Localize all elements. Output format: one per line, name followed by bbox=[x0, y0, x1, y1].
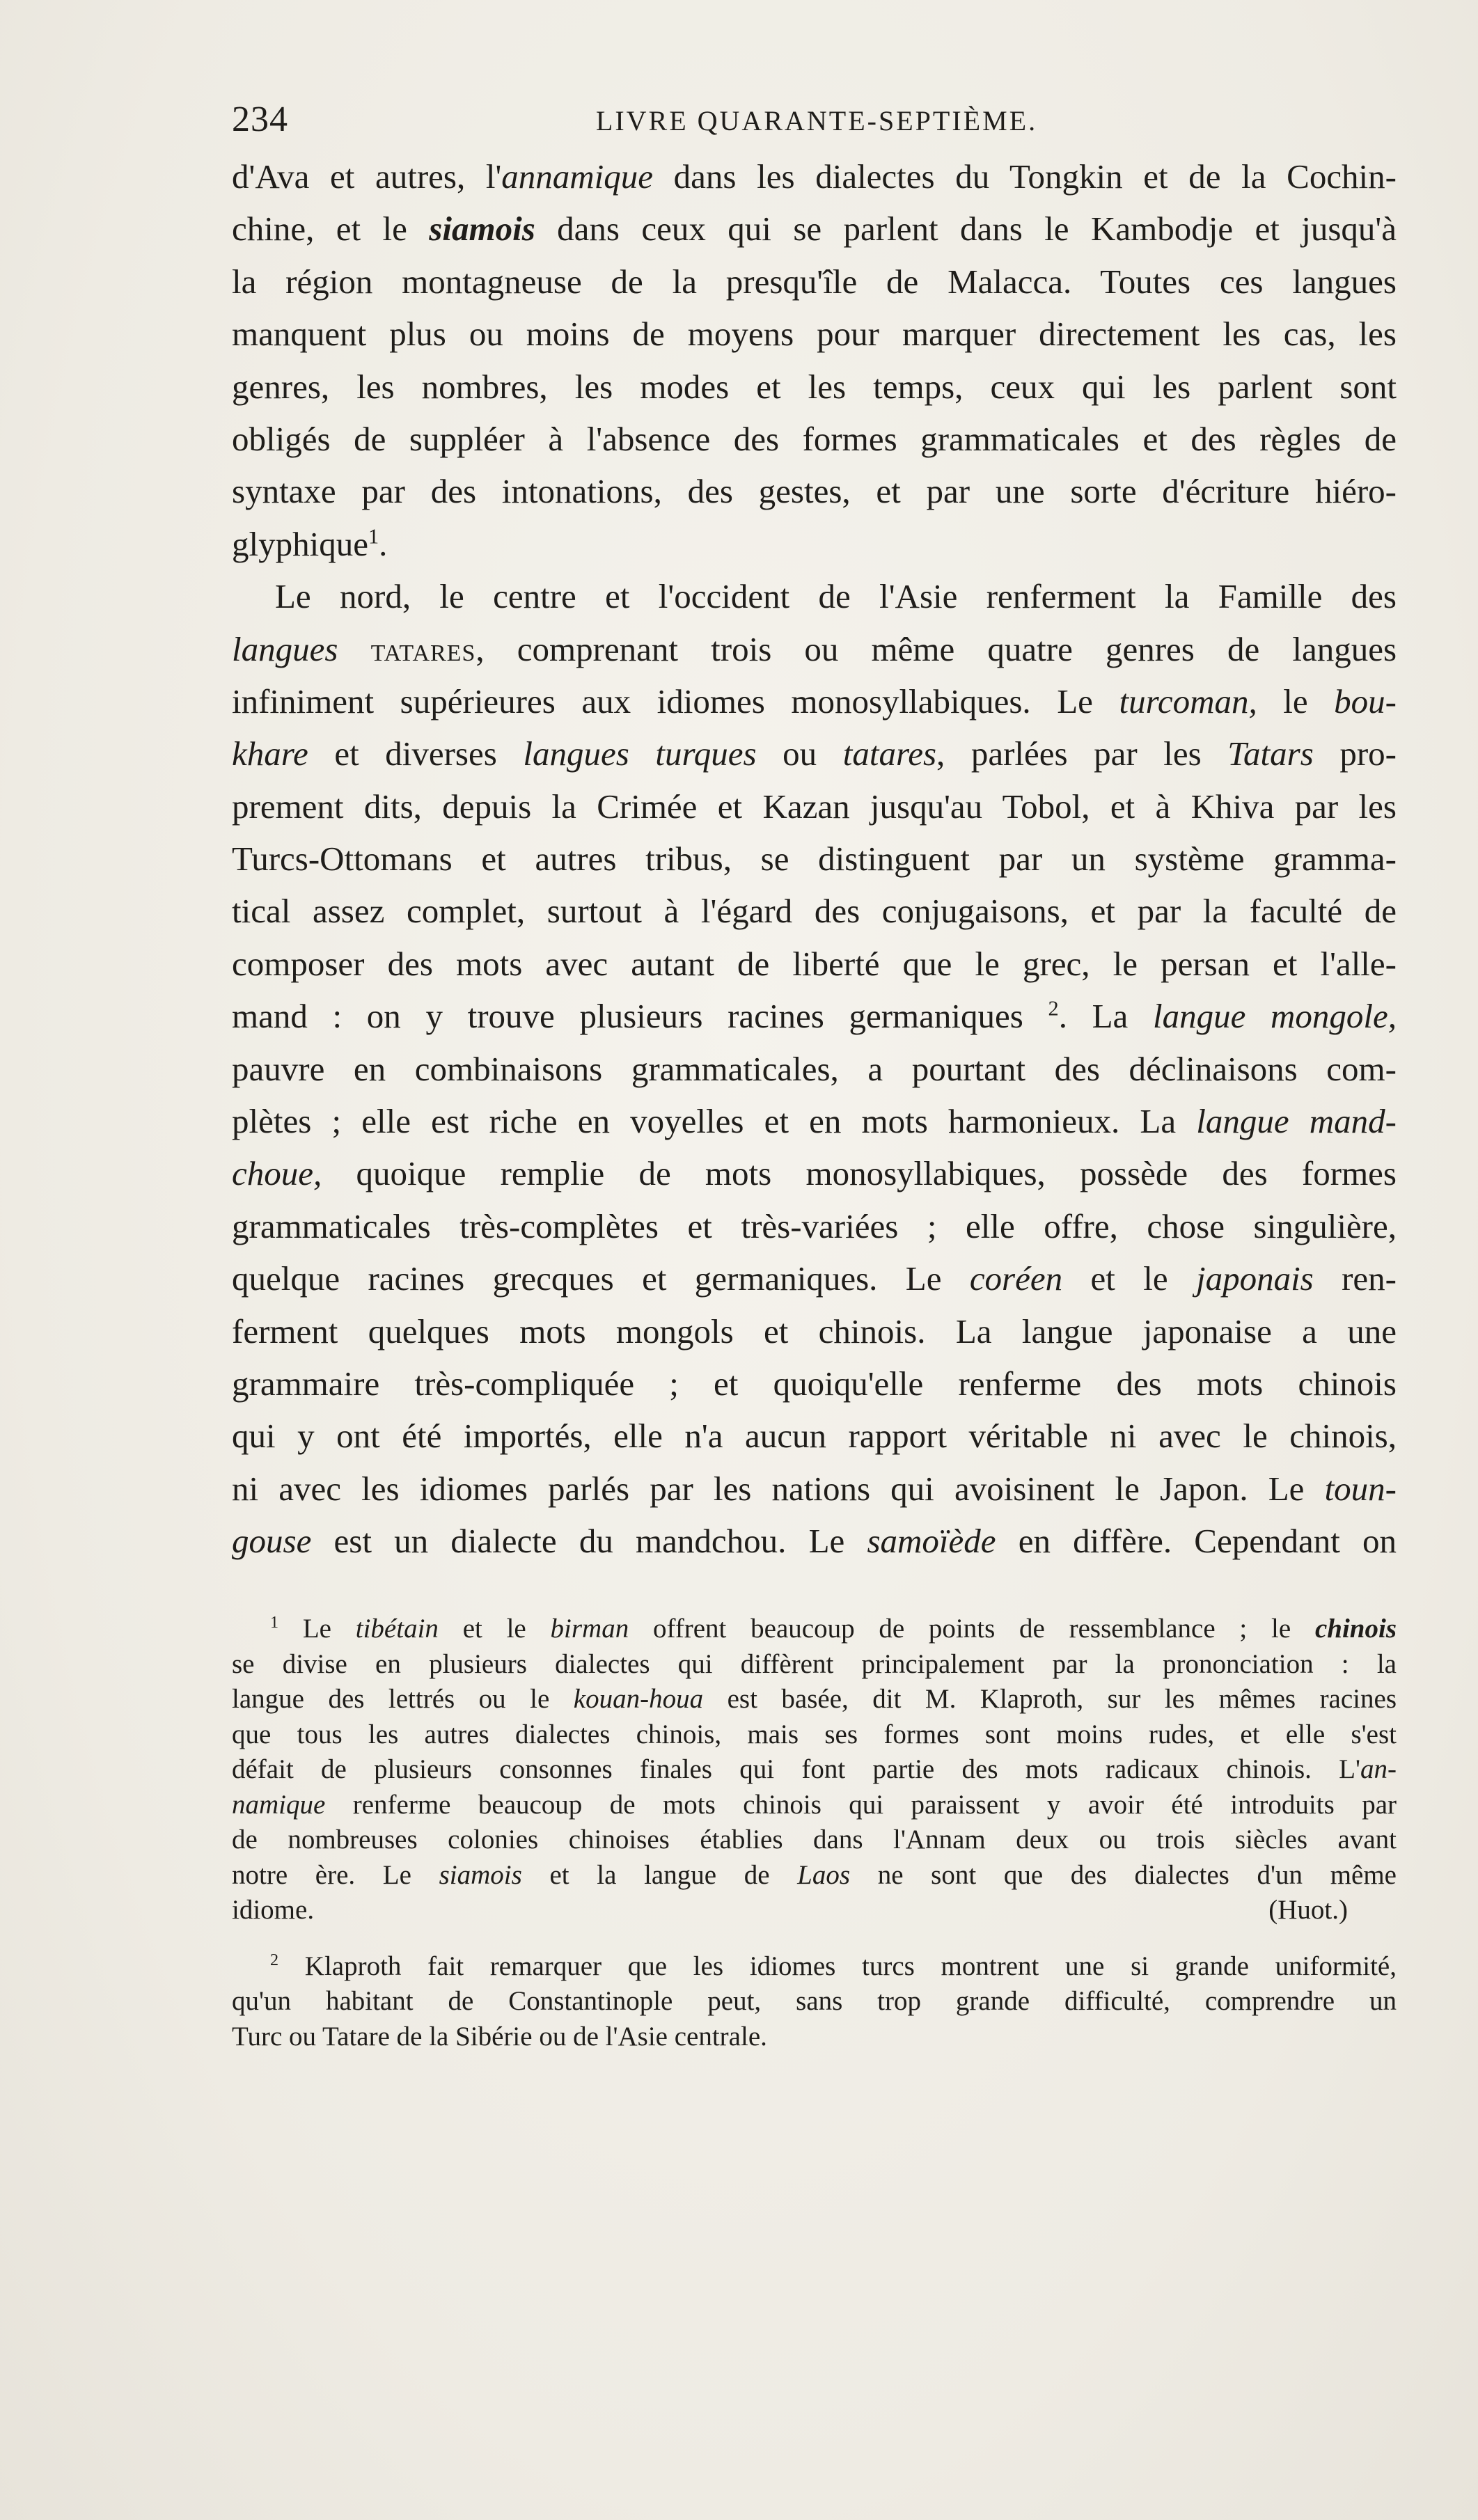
footnote-line: idiome. (Huot.) bbox=[232, 1893, 1397, 1928]
footnote-line: notre ère. Le siamois et la langue de Laos ne sont que des dialectes d'un même bbox=[232, 1859, 1397, 1890]
footnote-credit: (Huot.) bbox=[1268, 1895, 1348, 1925]
text-line: langues tatares, comprenant trois ou même quatre genres de langues bbox=[232, 629, 1397, 668]
text-line: gouse est un dialecte du mandchou. Le samoïède en diffère. Cependant on bbox=[232, 1522, 1397, 1561]
text-line: manquent plus ou moins de moyens pour marquer directement les cas, les bbox=[232, 315, 1397, 354]
text-line: quelque racines grecques et germaniques. Le coréen et le japonais ren- bbox=[232, 1259, 1397, 1298]
text-line: Le nord, le centre et l'occident de l'Asie renferment la Famille des bbox=[275, 577, 1397, 616]
text-line: genres, les nombres, les modes et les temps, ceux qui les parlent sont bbox=[232, 367, 1397, 406]
footnotes bbox=[232, 1612, 1397, 2054]
text-line: qui y ont été importés, elle n'a aucun rapport véritable ni avec le chinois, bbox=[232, 1417, 1397, 1456]
text-line: d'Ava et autres, l'annamique dans les dialectes du Tongkin et de la Cochin- bbox=[232, 157, 1397, 196]
footnote-line: défait de plusieurs consonnes finales qui font partie des mots radicaux chinois. L'an- bbox=[232, 1754, 1397, 1784]
text-line: prement dits, depuis la Crimée et Kazan jusqu'au Tobol, et à Khiva par les bbox=[232, 787, 1397, 826]
footnote-ref-1: 1 bbox=[368, 524, 379, 549]
footnote-1 bbox=[232, 1612, 1397, 1928]
text-line: infiniment supérieures aux idiomes monosyllabiques. Le turcoman, le bou- bbox=[232, 682, 1397, 720]
footnote-line: namique renferme beaucoup de mots chinois qui paraissent y avoir été introduits par bbox=[232, 1789, 1397, 1820]
page-number: 234 bbox=[232, 100, 288, 139]
text-line: plètes ; elle est riche en voyelles et en mots harmonieux. La langue mand- bbox=[232, 1102, 1397, 1141]
text-line: glyphique$^1$. bbox=[232, 524, 388, 563]
footnote-line: de nombreuses colonies chinoises établies dans l'Annam deux ou trois siècles avant bbox=[232, 1825, 1397, 1854]
text-line: pauvre en combinaisons grammaticales, a pourtant des déclinaisons com- bbox=[232, 1049, 1397, 1088]
text-line: tical assez complet, surtout à l'égard des conjugaisons, et par la faculté de bbox=[232, 892, 1397, 931]
running-title: LIVRE QUARANTE-SEPTIÈME. bbox=[595, 105, 1038, 136]
footnote-line: se divise en plusieurs dialectes qui diffèrent principalement par la prononciation : la bbox=[232, 1648, 1397, 1679]
footnote-line: Turc ou Tatare de la Sibérie ou de l'Asie centrale. bbox=[232, 2021, 767, 2052]
footnote-line: $^1$ Le tibétain et le birman offrent beaucoup de points de ressemblance ; le chinois bbox=[270, 1613, 1397, 1644]
text-line: choue, quoique remplie de mots monosyllabiques, possède des formes bbox=[232, 1154, 1397, 1193]
text-line: grammaticales très-complètes et très-variées ; elle offre, chose singulière, bbox=[232, 1206, 1397, 1245]
footnote-line: langue des lettrés ou le kouan-houa est basée, dit M. Klaproth, sur les mêmes racines bbox=[232, 1684, 1397, 1714]
text-line: mand : on y trouve plusieurs racines germaniques $^2$. La langue mongole, bbox=[232, 996, 1397, 1036]
footnote-line: $^2$ Klaproth fait remarquer que les idiomes turcs montrent une si grande uniformité, bbox=[270, 1950, 1397, 1981]
footnote-line: qu'un habitant de Constantinople peut, sans trop grande difficulté, comprendre un bbox=[232, 1986, 1397, 2016]
page-header bbox=[232, 99, 1401, 141]
text-line: obligés de suppléer à l'absence des formes grammaticales et des règles de bbox=[232, 419, 1397, 458]
footnote-2 bbox=[232, 1949, 1397, 2055]
footnote-ref-2: 2 bbox=[1048, 996, 1059, 1021]
text-line: composer des mots avec autant de liberté que le grec, le persan et l'alle- bbox=[232, 944, 1397, 983]
text-line: syntaxe par des intonations, des gestes, et par une sorte d'écriture hiéro- bbox=[232, 472, 1397, 511]
text-line: Turcs-Ottomans et autres tribus, se distinguent par un système gramma- bbox=[232, 840, 1397, 879]
main-text bbox=[232, 150, 1397, 1568]
text-line: ni avec les idiomes parlés par les nations qui avoisinent le Japon. Le toun- bbox=[232, 1469, 1397, 1508]
footnote-line: que tous les autres dialectes chinois, mais ses formes sont moins rudes, et elle s'est bbox=[232, 1719, 1397, 1749]
text-line: chine, et le siamois dans ceux qui se parlent dans le Kambodje et jusqu'à bbox=[232, 210, 1397, 249]
text-line: la région montagneuse de la presqu'île de Malacca. Toutes ces langues bbox=[232, 262, 1397, 301]
text-line: khare et diverses langues turques ou tatares, parlées par les Tatars pro- bbox=[232, 734, 1397, 773]
text-line: grammaire très-compliquée ; et quoiqu'elle renferme des mots chinois bbox=[232, 1364, 1397, 1403]
text-line: ferment quelques mots mongols et chinois. La langue japonaise a une bbox=[232, 1312, 1397, 1350]
